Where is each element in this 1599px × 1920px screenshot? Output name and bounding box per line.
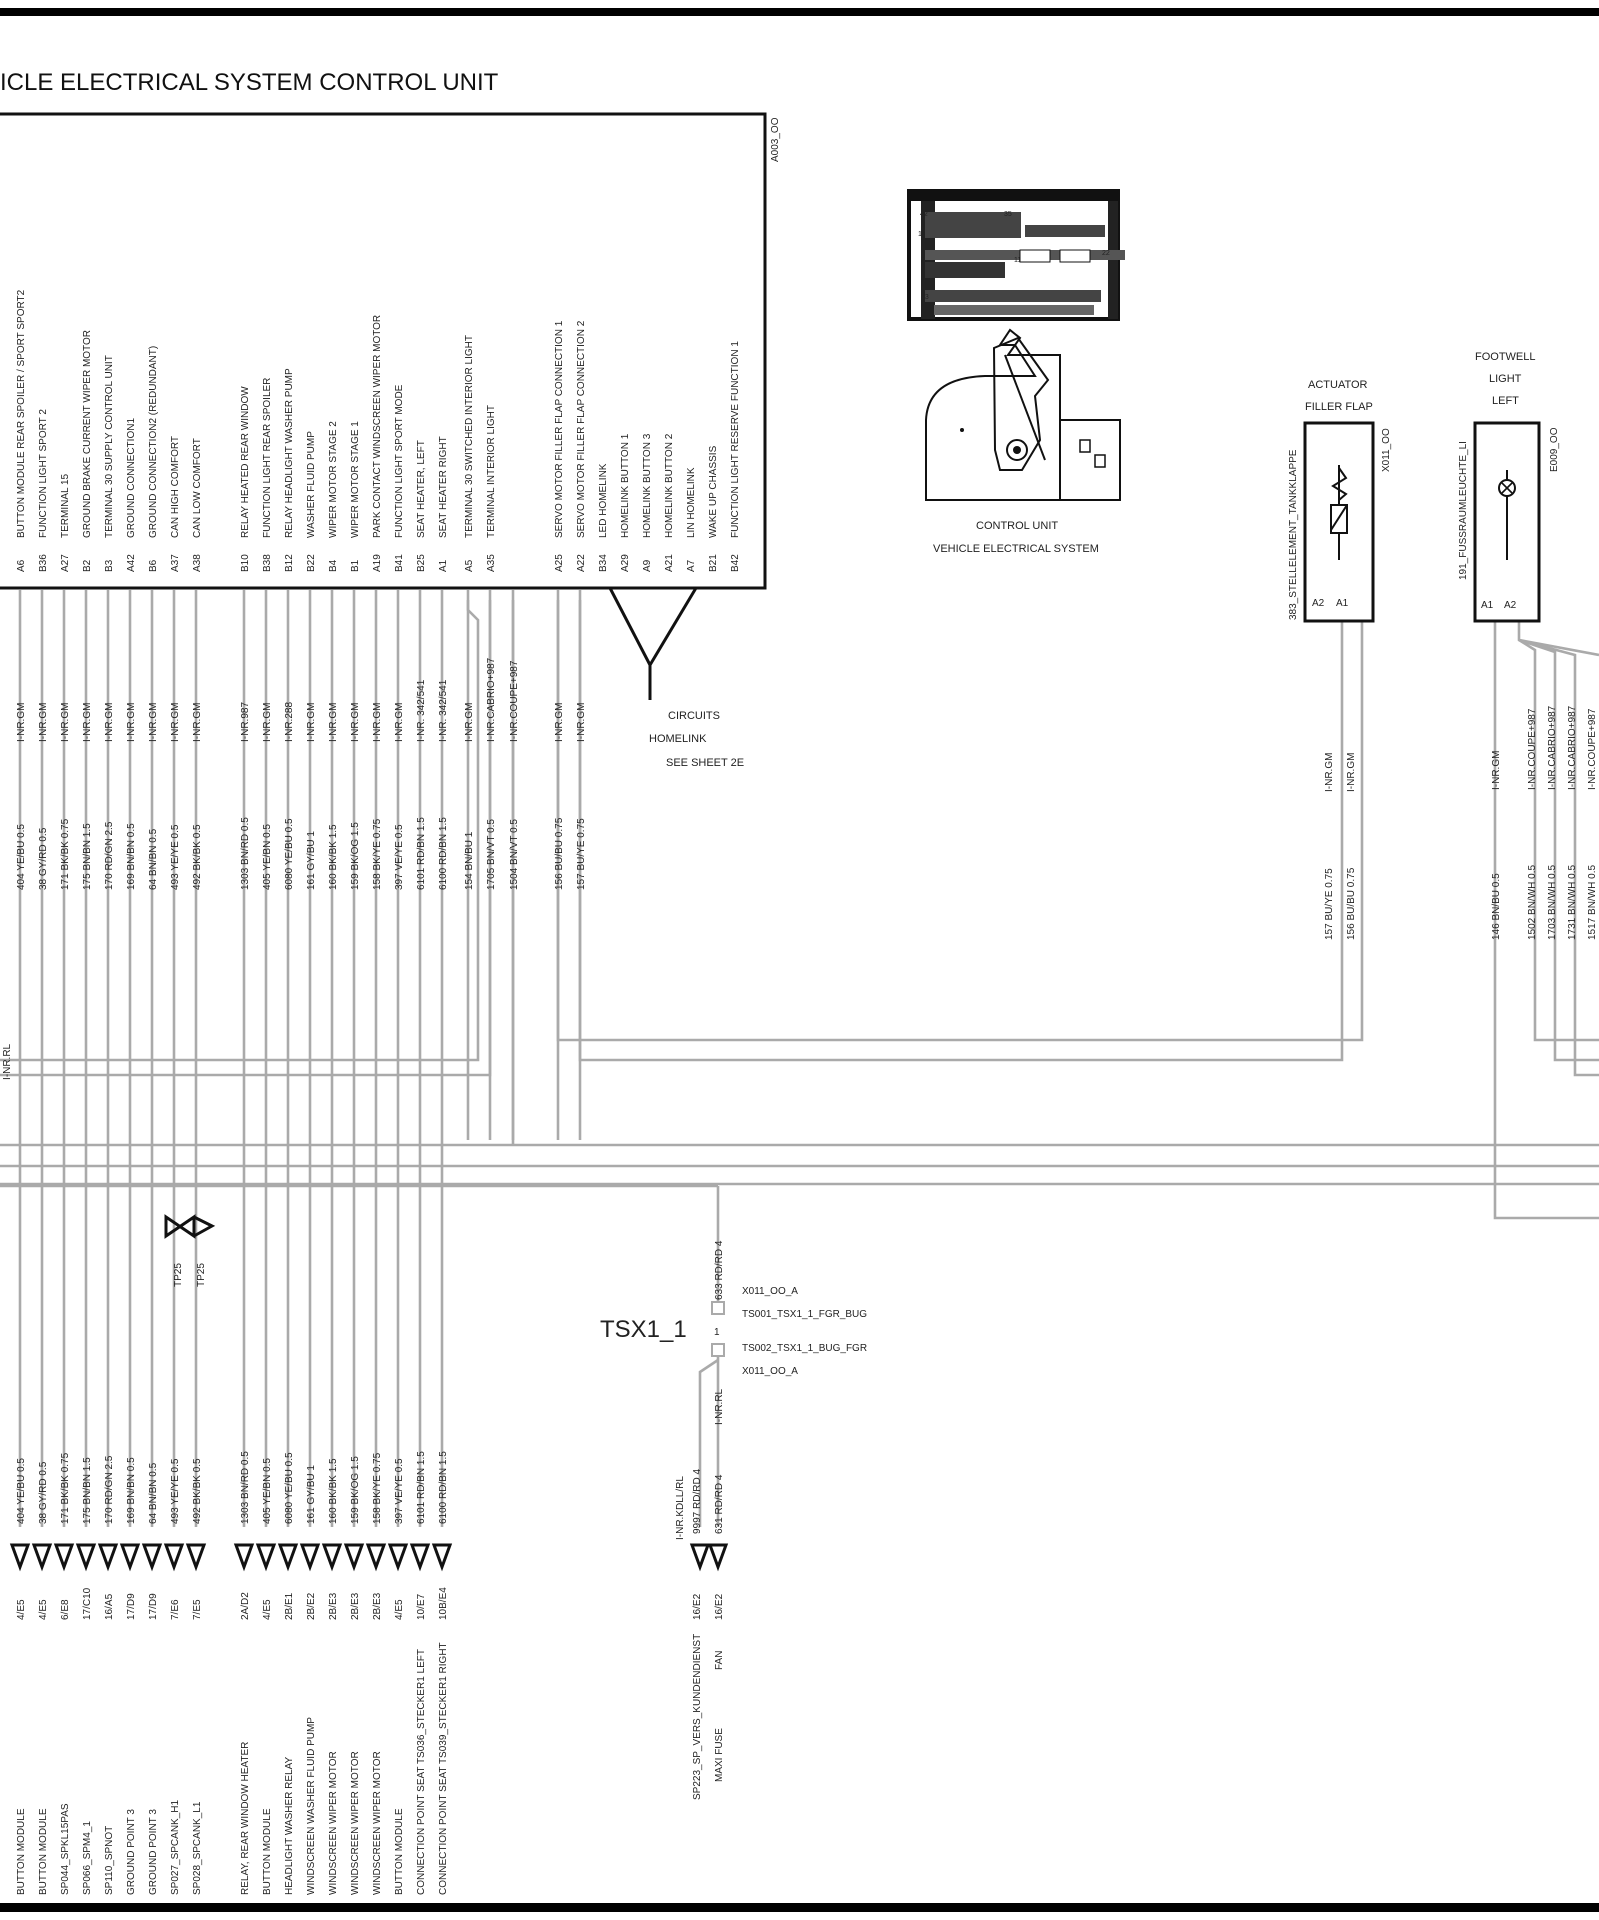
- tsx-pin1: 1: [714, 1327, 720, 1338]
- pin-function-label: HOMELINK BUTTON 2: [664, 433, 675, 538]
- wire-label: 175 BN/BN 1.5: [82, 823, 93, 890]
- bottom-wire-label: 6100 RD/BN 1.5: [438, 1451, 449, 1524]
- cable-label: I-NR.COUPE+987: [509, 660, 520, 742]
- pin-function-label: GROUND BRAKE CURRENT WIPER MOTOR: [82, 330, 93, 538]
- pin-function-label: GROUND CONNECTION2 (REDUNDANT): [148, 345, 159, 538]
- page-title: ICLE ELECTRICAL SYSTEM CONTROL UNIT: [0, 69, 499, 96]
- pin-code: A25: [554, 554, 565, 572]
- cable-label: I-NR.GM: [576, 702, 587, 742]
- bottom-wire-label: 158 BK/YE 0.75: [372, 1452, 383, 1524]
- pin-function-label: HOMELINK BUTTON 1: [620, 433, 631, 538]
- cable-label: I-NR.GM: [328, 702, 339, 742]
- pin-function-label: CAN LOW COMFORT: [192, 438, 203, 538]
- cable-label: I-NR.GM: [38, 702, 49, 742]
- pin-function-label: WIPER MOTOR STAGE 2: [328, 421, 339, 538]
- footwell-wire-label: 1502 BN/WH 0.5: [1527, 864, 1538, 940]
- wire-label: 171 BK/BK 0.75: [60, 818, 71, 890]
- destination-label: WINDSCREEN WIPER MOTOR: [328, 1751, 339, 1895]
- homelink-bundle: [610, 588, 696, 700]
- connector-arrow-icon: [412, 1545, 428, 1567]
- pin-function-label: SEAT HEATER RIGHT: [438, 436, 449, 538]
- pin-function-label: WIPER MOTOR STAGE 1: [350, 421, 361, 538]
- pin-code: B2: [82, 559, 93, 572]
- tsx-x011a-bottom: X011_OO_A: [742, 1366, 798, 1377]
- connector-arrow-icon: [390, 1545, 406, 1567]
- wire-label: 397 VE/YE 0.5: [394, 824, 405, 890]
- wire-label: 1504 BN/VT 0.5: [509, 819, 520, 890]
- control-unit-housing-drawing: [926, 330, 1120, 500]
- pin-code: A22: [576, 554, 587, 572]
- pin-code: B41: [394, 554, 405, 572]
- pin-function-label: LED HOMELINK: [598, 463, 609, 538]
- bottom-wire-label: 169 BN/BN 0.5: [126, 1457, 137, 1524]
- tsx-ts002: TS002_TSX1_1_BUG_FGR: [742, 1343, 868, 1354]
- pin-code: A38: [192, 554, 203, 572]
- connector-arrow-icon: [280, 1545, 296, 1567]
- pin-code: B25: [416, 554, 427, 572]
- tsx-dest2: MAXI FUSE: [714, 1728, 725, 1782]
- bottom-wire-label: 38 GY/RD 0.5: [38, 1461, 49, 1524]
- destination-label: WINDSCREEN WIPER MOTOR: [350, 1751, 361, 1895]
- tsx-ts001: TS001_TSX1_1_FGR_BUG: [742, 1309, 868, 1320]
- bottom-wire-label: 492 BK/BK 0.5: [192, 1458, 203, 1524]
- bottom-wire-label: 1303 BN/RD 0.5: [240, 1451, 251, 1524]
- cable-label: I-NR.288: [284, 701, 295, 742]
- pin-code: B42: [730, 554, 741, 572]
- connector-arrow-icon: [34, 1545, 50, 1567]
- destination-label: GROUND POINT 3: [126, 1809, 137, 1895]
- pin-function-label: GROUND CONNECTION1: [126, 417, 137, 538]
- reference-label: 2B/E2: [306, 1592, 317, 1620]
- cable-label: I-NR.GM: [170, 702, 181, 742]
- pin-function-label: FUNCTION LIGHT SPORT MODE: [394, 384, 405, 538]
- destination-label: BUTTON MODULE: [262, 1808, 273, 1895]
- connector-arrow-icon: [56, 1545, 72, 1567]
- reference-label: 17/D9: [126, 1593, 137, 1620]
- homelink-line3: SEE SHEET 2E: [666, 757, 745, 769]
- connector-arrow-icon: [78, 1545, 94, 1567]
- pin-function-label: RELAY HEADLIGHT WASHER PUMP: [284, 368, 295, 538]
- pin-code: A42: [126, 554, 137, 572]
- homelink-line1: CIRCUITS: [668, 710, 720, 722]
- connector-arrow-icon: [144, 1545, 160, 1567]
- wire-label: 64 BN/BN 0.5: [148, 828, 159, 890]
- pin-function-label: WAKE UP CHASSIS: [708, 445, 719, 538]
- destination-label: HEADLIGHT WASHER RELAY: [284, 1756, 295, 1895]
- footwell-part: 191_FUSSRAUMLEUCHTE_LI: [1458, 441, 1469, 580]
- connector-arrow-icon: [188, 1545, 204, 1567]
- pin-code: B21: [708, 554, 719, 572]
- pin-code: A9: [642, 559, 653, 572]
- left-cable-label: I-NR.RL: [2, 1043, 13, 1080]
- bottom-wire-label: 175 BN/BN 1.5: [82, 1457, 93, 1524]
- wire-route: [1519, 620, 1599, 1040]
- bottom-wire-label: 64 BN/BN 0.5: [148, 1462, 159, 1524]
- connector-arrow-icon: [258, 1545, 274, 1567]
- pin-code: B4: [328, 559, 339, 572]
- actuator-cable-label: I-NR.GM: [1346, 752, 1357, 792]
- bottom-wire-label: 159 BK/OG 1.5: [350, 1456, 361, 1524]
- tsx-cable: I-NR.RL: [714, 1388, 725, 1425]
- cable-label: I-NR.GM: [394, 702, 405, 742]
- reference-label: 10B/E4: [438, 1587, 449, 1620]
- pin-code: B22: [306, 554, 317, 572]
- reference-label: 7/E5: [192, 1599, 203, 1620]
- bottom-wire-label: 160 BK/BK 1.5: [328, 1458, 339, 1524]
- destination-label: SP028_SPCANK_L1: [192, 1801, 203, 1895]
- tsx-x011a-top: X011_OO_A: [742, 1286, 798, 1297]
- pin-function-label: SERVO MOTOR FILLER FLAP CONNECTION 1: [554, 320, 565, 538]
- wire-route: [558, 600, 1362, 1040]
- bottom-wire-label: 6080 YE/BU 0.5: [284, 1452, 295, 1524]
- pin-code: B12: [284, 554, 295, 572]
- bottom-wire-label: 6101 RD/BN 1.5: [416, 1451, 427, 1524]
- destination-label: CONNECTION POINT SEAT TS036_STECKER1 LEFT: [416, 1649, 427, 1895]
- pin-function-label: CAN HIGH COMFORT: [170, 435, 181, 538]
- pin-code: B6: [148, 559, 159, 572]
- wire-route: [0, 600, 478, 1060]
- actuator-code: X011_OO: [1381, 428, 1392, 472]
- connector-arrow-icon: [12, 1545, 28, 1567]
- reference-label: 2A/D2: [240, 1592, 251, 1620]
- wire-label: 158 BK/YE 0.75: [372, 818, 383, 890]
- bottom-wire-label: 404 YE/BU 0.5: [16, 1458, 27, 1524]
- cable-label: I-NR.GM: [104, 702, 115, 742]
- control-unit-caption-2: VEHICLE ELECTRICAL SYSTEM: [933, 543, 1099, 555]
- wire-label: 156 BU/BU 0.75: [554, 817, 565, 890]
- footwell-wire-label: 1731 BN/WH 0.5: [1567, 864, 1578, 940]
- pin-code: A37: [170, 554, 181, 572]
- connector-arrow-icon: [122, 1545, 138, 1567]
- tsx-connector-icons: [692, 1545, 726, 1567]
- destination-label: RELAY, REAR WINDOW HEATER: [240, 1741, 251, 1895]
- bottom-wire-label: 161 GY/BU 1: [306, 1465, 317, 1524]
- footwell-pin-a2: A2: [1504, 600, 1517, 611]
- footwell-cable-label: I-NR.COUPE+987: [1587, 708, 1598, 790]
- actuator-title-2: FILLER FLAP: [1305, 401, 1373, 413]
- bottom-wire-label: 171 BK/BK 0.75: [60, 1452, 71, 1524]
- wire-label: 161 GY/BU 1: [306, 831, 317, 890]
- pin-code: B36: [38, 554, 49, 572]
- connector-arrow-icon: [166, 1545, 182, 1567]
- wire-label: 405 YE/BN 0.5: [262, 824, 273, 890]
- bottom-wire-label: 405 YE/BN 0.5: [262, 1458, 273, 1524]
- footwell-wire-label: 1703 BN/WH 0.5: [1547, 864, 1558, 940]
- cable-label: I-NR.GM: [372, 702, 383, 742]
- connector-drawing: [909, 191, 1125, 319]
- connector-arrow-icon: [236, 1545, 252, 1567]
- reference-label: 17/C10: [82, 1587, 93, 1620]
- destination-label: SP110_SPNOT: [104, 1825, 115, 1895]
- cable-label: I-NR.GM: [192, 702, 203, 742]
- actuator-part: 383_STELLELEMENT_TANKKLAPPE: [1288, 449, 1299, 620]
- pin-function-label: SERVO MOTOR FILLER FLAP CONNECTION 2: [576, 320, 587, 538]
- tsx-dest-2: FAN: [714, 1650, 725, 1670]
- connector-num-43: 43: [921, 294, 929, 301]
- wire-label: 1303 BN/RD 0.5: [240, 817, 251, 890]
- reference-label: 6/E8: [60, 1599, 71, 1620]
- actuator-wire-label: 156 BU/BU 0.75: [1346, 867, 1357, 940]
- wire-label: 38 GY/RD 0.5: [38, 827, 49, 890]
- wire-label: 6101 RD/BN 1.5: [416, 817, 427, 890]
- destination-label: WINDSCREEN WIPER MOTOR: [372, 1751, 383, 1895]
- cable-label: I-NR.GM: [350, 702, 361, 742]
- footwell-wire-label: 1517 BN/WH 0.5: [1587, 864, 1598, 940]
- pin-function-label: TERMINAL 30 SUPPLY CONTROL UNIT: [104, 355, 115, 538]
- pin-code: B38: [262, 554, 273, 572]
- tsx-wire-1: 9997 RD/RD 4: [692, 1468, 703, 1534]
- wire-label: 6100 RD/BN 1.5: [438, 817, 449, 890]
- cable-label: I-NR.GM: [126, 702, 137, 742]
- destination-label: SP027_SPCANK_H1: [170, 1799, 181, 1895]
- pin-code: A6: [16, 559, 27, 572]
- reference-label: 4/E5: [38, 1599, 49, 1620]
- pin-function-label: FUNCTION LIGHT SPORT 2: [38, 409, 49, 538]
- connector-arrow-icon: [324, 1545, 340, 1567]
- unit-code: A003_OO: [770, 117, 781, 162]
- footwell-title-2: LIGHT: [1489, 373, 1522, 385]
- destination-label: WINDSCREEN WASHER FLUID PUMP: [306, 1717, 317, 1895]
- tsx-ref-2: 16/E2: [714, 1593, 725, 1620]
- actuator-pin-a1: A1: [1336, 598, 1349, 609]
- connector-num-42: 42: [920, 211, 928, 218]
- footwell-title-3: LEFT: [1492, 395, 1519, 407]
- cable-label: I-NR. 342/541: [416, 679, 427, 742]
- pin-function-label: WASHER FLUID PUMP: [306, 431, 317, 538]
- connector-arrow-icon: [100, 1545, 116, 1567]
- pin-function-label: RELAY HEATED REAR WINDOW: [240, 386, 251, 538]
- connector-num-2: 2: [921, 257, 925, 264]
- bottom-border: [0, 1903, 1599, 1912]
- bottom-wire-label: 493 YE/YE 0.5: [170, 1458, 181, 1524]
- wire-label: 170 RD/GN 2.5: [104, 821, 115, 890]
- homelink-line2: HOMELINK: [649, 733, 707, 745]
- tsx-dest-1: SP223_SP_VERS_KUNDENDIENST: [692, 1633, 703, 1800]
- cable-label: I-NR.GM: [464, 702, 475, 742]
- pin-code: A21: [664, 554, 675, 572]
- reference-label: 10/E7: [416, 1593, 427, 1620]
- footwell-pin-a1: A1: [1481, 600, 1494, 611]
- connector-arrow-icon: [302, 1545, 318, 1567]
- pin-code: A29: [620, 554, 631, 572]
- footwell-cable-label: I-NR.COUPE+987: [1527, 708, 1538, 790]
- footwell-code: E009_OO: [1549, 427, 1560, 472]
- bottom-wire-label: 397 VE/YE 0.5: [394, 1458, 405, 1524]
- cable-label: I-NR.GM: [60, 702, 71, 742]
- pin-code: A27: [60, 554, 71, 572]
- wire-label: 169 BN/BN 0.5: [126, 823, 137, 890]
- wire-label: 493 YE/YE 0.5: [170, 824, 181, 890]
- wire-label: 160 BK/BK 1.5: [328, 824, 339, 890]
- pin-code: B1: [350, 559, 361, 572]
- wire-label: 404 YE/BU 0.5: [16, 824, 27, 890]
- tsx-name: TSX1_1: [600, 1316, 687, 1343]
- reference-label: 4/E5: [262, 1599, 273, 1620]
- pin-code: A19: [372, 554, 383, 572]
- actuator-cable-label: I-NR.GM: [1324, 752, 1335, 792]
- destination-label: SP044_SPKL15PAS: [60, 1803, 71, 1895]
- pin-code: B34: [598, 554, 609, 572]
- destination-label: CONNECTION POINT SEAT TS039_STECKER1 RIGHT: [438, 1642, 449, 1895]
- wire-label: 6080 YE/BU 0.5: [284, 818, 295, 890]
- pin-function-label: TERMINAL 15: [60, 473, 71, 538]
- wire-route: [1519, 640, 1599, 1075]
- pin-function-label: BUTTON MODULE REAR SPOILER / SPORT SPORT2: [16, 289, 27, 538]
- pin-function-label: FUNCTION LIGHT RESERVE FUNCTION 1: [730, 341, 741, 538]
- pin-code: A35: [486, 554, 497, 572]
- pin-function-label: TERMINAL INTERIOR LIGHT: [486, 405, 497, 538]
- destination-label: BUTTON MODULE: [394, 1808, 405, 1895]
- connector-num-11: 11: [1014, 257, 1022, 264]
- connector-num-35: 35: [1004, 211, 1012, 218]
- reference-label: 2B/E3: [328, 1592, 339, 1620]
- reference-label: 7/E6: [170, 1599, 181, 1620]
- wire-label: 492 BK/BK 0.5: [192, 824, 203, 890]
- reference-label: 17/D9: [148, 1593, 159, 1620]
- pin-code: A5: [464, 559, 475, 572]
- footwell-wire-label: 146 BN/BU 0.5: [1491, 873, 1502, 940]
- cable-label: I-NR.GM: [82, 702, 93, 742]
- wire-route: [580, 600, 1342, 1060]
- pin-function-label: LIN HOMELINK: [686, 467, 697, 538]
- control-unit-caption-1: CONTROL UNIT: [976, 520, 1059, 532]
- pin-code: B3: [104, 559, 115, 572]
- cable-label: I-NR.GM: [148, 702, 159, 742]
- pin-function-label: HOMELINK BUTTON 3: [642, 433, 653, 538]
- pin-function-label: SEAT HEATER, LEFT: [416, 440, 427, 538]
- wire-route: [1519, 640, 1599, 1060]
- pin-function-label: FUNCTION LIGHT REAR SPOILER: [262, 377, 273, 538]
- reference-label: 2B/E3: [372, 1592, 383, 1620]
- destination-label: BUTTON MODULE: [16, 1808, 27, 1895]
- connector-arrow-icon: [434, 1545, 450, 1567]
- pin-function-label: TERMINAL 30 SWITCHED INTERIOR LIGHT: [464, 335, 475, 538]
- cable-label: I-NR.GM: [16, 702, 27, 742]
- connector-num-22: 22: [1102, 250, 1110, 257]
- test-point-label-2: TP25: [196, 1263, 207, 1287]
- reference-label: 16/A5: [104, 1593, 115, 1620]
- wire-label: 1705 BN/VT 0.5: [486, 819, 497, 890]
- actuator-title-1: ACTUATOR: [1308, 379, 1368, 391]
- cable-label: I-NR.GM: [554, 702, 565, 742]
- connector-arrow-icon: [368, 1545, 384, 1567]
- pin-code: A7: [686, 559, 697, 572]
- tsx-wire-2: 631 RD/RD 4: [714, 1474, 725, 1534]
- destination-label: SP066_SPM4_1: [82, 1821, 93, 1895]
- destination-label: BUTTON MODULE: [38, 1808, 49, 1895]
- tsx-ref-1: 16/E2: [692, 1593, 703, 1620]
- wire-label: 159 BK/OG 1.5: [350, 822, 361, 890]
- destination-label: GROUND POINT 3: [148, 1809, 159, 1895]
- connector-num-1: 1: [918, 231, 922, 238]
- cable-label: I-NR.CABRIO+987: [486, 657, 497, 742]
- pin-code: A1: [438, 559, 449, 572]
- bottom-wire-label: 170 RD/GN 2.5: [104, 1455, 115, 1524]
- cable-label: I-NR.987: [240, 701, 251, 742]
- reference-label: 4/E5: [16, 1599, 27, 1620]
- tsx-cable2: I-NR.KDLL/RL: [675, 1476, 686, 1540]
- actuator-wire-label: 157 BU/YE 0.75: [1324, 868, 1335, 940]
- actuator-pin-a2: A2: [1312, 598, 1325, 609]
- reference-label: 2B/E1: [284, 1592, 295, 1620]
- tsx-upper-wire: 633 RD/RD 4: [714, 1240, 725, 1300]
- footwell-cable-label: I-NR.CABRIO+987: [1547, 705, 1558, 790]
- cable-label: I-NR. 342/541: [438, 679, 449, 742]
- wire-label: 157 BU/YE 0.75: [576, 818, 587, 890]
- footwell-title-1: FOOTWELL: [1475, 351, 1536, 363]
- reference-label: 2B/E3: [350, 1592, 361, 1620]
- bus-lines: [0, 1145, 1599, 1240]
- pin-function-label: PARK CONTACT WINDSCREEN WIPER MOTOR: [372, 314, 383, 538]
- cable-label: I-NR.GM: [306, 702, 317, 742]
- reference-label: 4/E5: [394, 1599, 405, 1620]
- footwell-cable-label: I-NR.GM: [1491, 750, 1502, 790]
- top-border: [0, 8, 1599, 16]
- test-point-label-1: TP25: [173, 1263, 184, 1287]
- wire-label: 154 BN/BU 1: [464, 831, 475, 890]
- cable-label: I-NR.GM: [262, 702, 273, 742]
- connector-arrow-icon: [346, 1545, 362, 1567]
- pin-code: B10: [240, 554, 251, 572]
- footwell-cable-label: I-NR.CABRIO+987: [1567, 705, 1578, 790]
